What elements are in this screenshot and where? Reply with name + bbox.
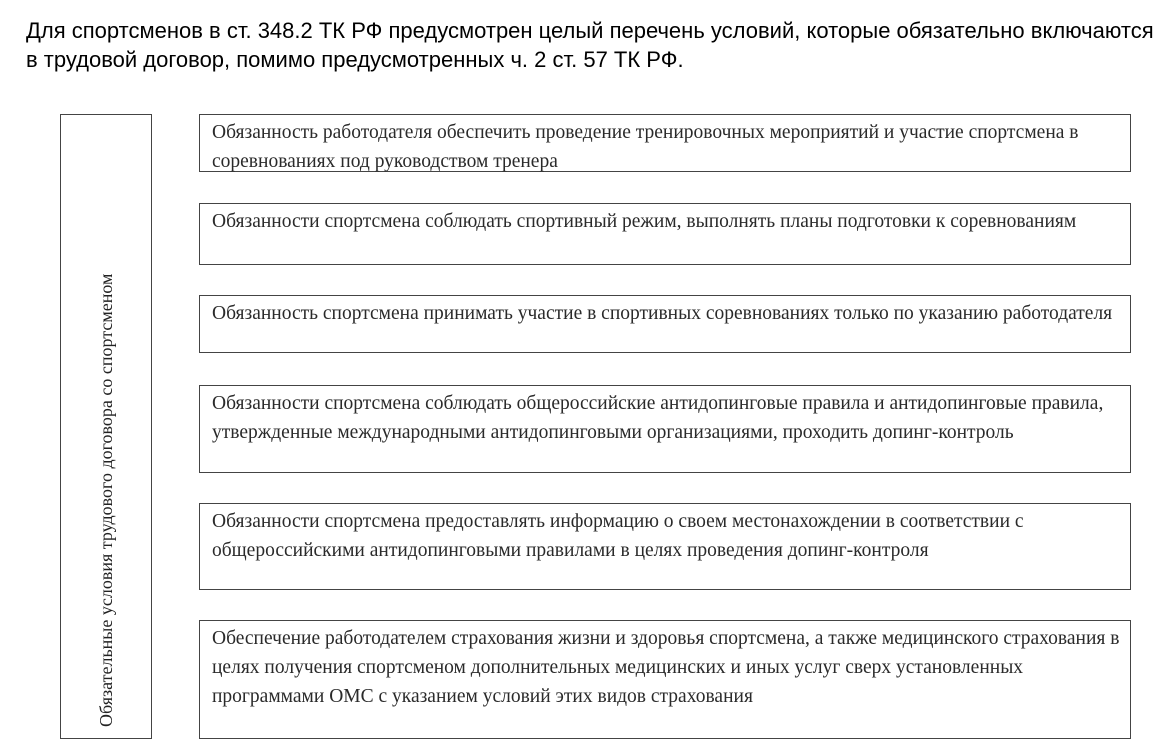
side-label-text: Обязательные условия трудового договора со спортсменом [96, 273, 116, 727]
side-label-box [60, 114, 152, 739]
condition-box-6: Обеспечение работодателем страхования жизни и здоровья спортсмена, а также медицинского страхования в целях получения спортсменом дополнительных медицинских и иных услуг сверх установленных программами ОМС с указанием условий этих видов страхования [199, 620, 1131, 739]
intro-paragraph: Для спортсменов в ст. 348.2 ТК РФ предусмотрен целый перечень условий, которые обязательно включаются в трудовой договор, помимо предусмотренных ч. 2 ст. 57 ТК РФ. [26, 18, 1154, 72]
condition-box-1: Обязанность работодателя обеспечить проведение тренировочных мероприятий и участие спортсмена в соревнованиях под руководством тренера [199, 114, 1131, 172]
condition-box-4: Обязанности спортсмена соблюдать общероссийские антидопинговые правила и антидопинговые правила, утвержденные международными антидопинговыми организациями, проходить допинг-контроль [199, 385, 1131, 473]
condition-box-5: Обязанности спортсмена предоставлять информацию о своем местонахождении в соответствии с общероссийскими антидопинговыми правилами в целях проведения допинг-контроля [199, 503, 1131, 590]
condition-box-2: Обязанности спортсмена соблюдать спортивный режим, выполнять планы подготовки к соревнованиям [199, 203, 1131, 265]
condition-box-3: Обязанность спортсмена принимать участие в спортивных соревнованиях только по указанию работодателя [199, 295, 1131, 353]
